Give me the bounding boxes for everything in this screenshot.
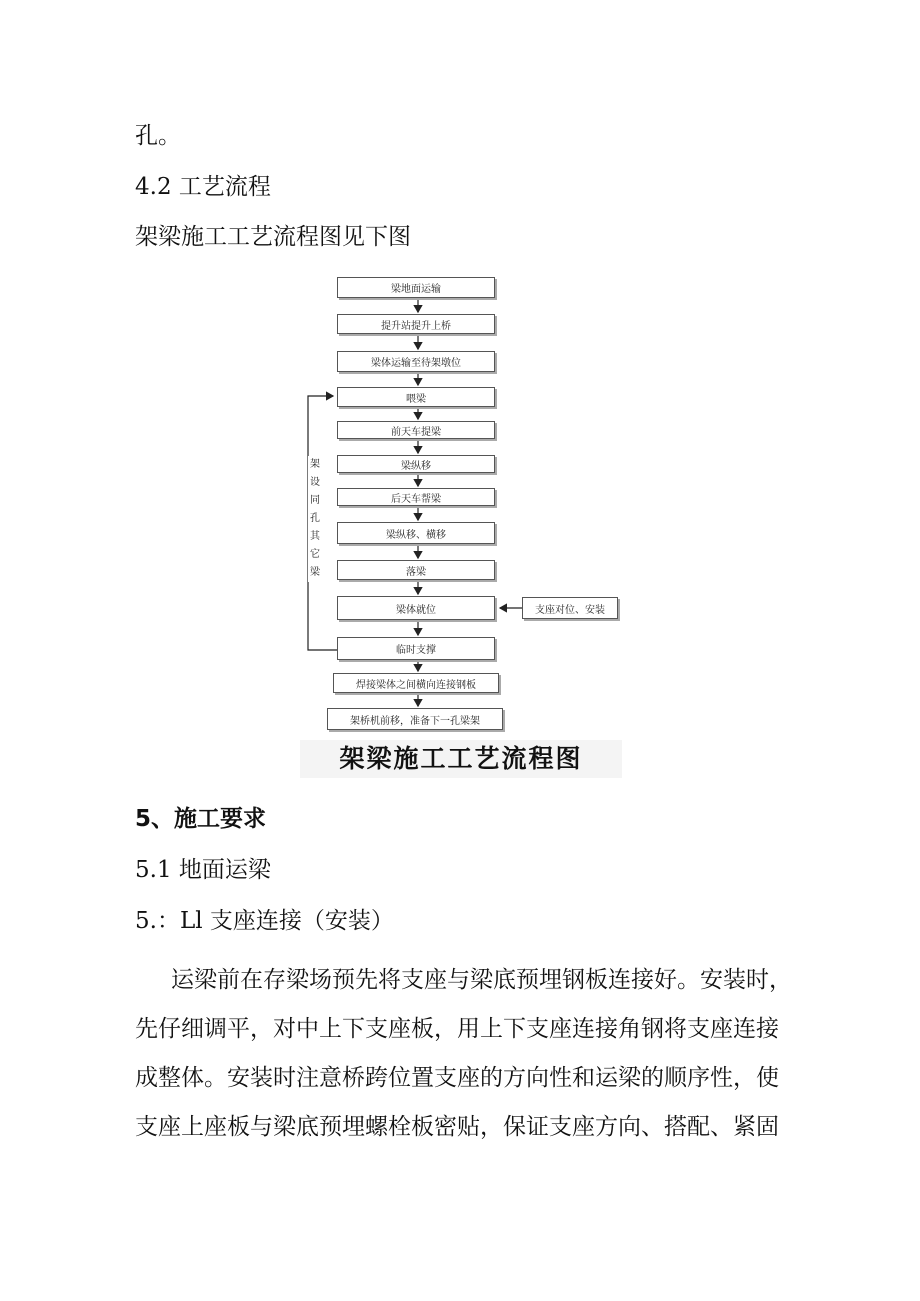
- loop-label-char: 梁: [310, 567, 320, 578]
- section-heading-5-1: 5.1 地面运梁: [135, 857, 271, 883]
- flow-step-12: 焊接梁体之间横向连接钢板: [333, 673, 499, 693]
- flowchart-title: 架梁施工工艺流程图: [300, 740, 622, 778]
- flow-step-10: 梁体就位: [337, 596, 495, 620]
- loop-label-char: 设: [310, 477, 320, 488]
- loop-label: [308, 456, 322, 582]
- loop-label-char: 孔: [310, 513, 320, 524]
- loop-label-char: 它: [310, 549, 320, 560]
- flowchart-figure: [300, 268, 622, 778]
- paragraph-line: 先仔细调平，对中上下支座板，用上下支座连接角钢将支座连接: [135, 1016, 779, 1042]
- flow-step-5: 前天车提梁: [337, 421, 495, 439]
- side-input-box: 支座对位、安装: [522, 597, 618, 619]
- flow-step-6: 梁纵移: [337, 455, 495, 473]
- section-heading-4-2: 4.2 工艺流程: [135, 174, 271, 200]
- flow-step-13: 架桥机前移，准备下一孔梁架: [327, 708, 503, 730]
- section-heading-5: 5、施工要求: [135, 806, 267, 832]
- loop-label-char: 同: [310, 495, 320, 506]
- loop-label-char: 架: [310, 459, 320, 470]
- loop-label-char: 其: [310, 531, 320, 542]
- flowchart-intro: 架梁施工工艺流程图见下图: [135, 224, 411, 250]
- flow-step-8: 梁纵移、横移: [337, 522, 495, 544]
- flow-step-9: 落梁: [337, 560, 495, 580]
- continued-text: 孔。: [135, 123, 181, 149]
- flow-step-2: 提升站提升上桥: [337, 314, 495, 334]
- section-heading-5-1-1: 5.：Ll 支座连接（安装）: [135, 908, 394, 934]
- flow-step-3: 梁体运输至待架墩位: [337, 351, 495, 372]
- flow-step-1: 梁地面运输: [337, 277, 495, 298]
- paragraph-line: 成整体。安装时注意桥跨位置支座的方向性和运梁的顺序性，使: [135, 1065, 779, 1091]
- paragraph-line: 支座上座板与梁底预埋螺栓板密贴，保证支座方向、搭配、紧固: [135, 1114, 779, 1140]
- flow-step-7: 后天车帮梁: [337, 488, 495, 506]
- flow-step-11: 临时支撑: [337, 637, 495, 660]
- paragraph-line: 运梁前在存梁场预先将支座与梁底预埋钢板连接好。安装时，: [171, 967, 792, 993]
- flow-step-4: 喂梁: [337, 387, 495, 407]
- body-paragraph: [135, 961, 805, 1157]
